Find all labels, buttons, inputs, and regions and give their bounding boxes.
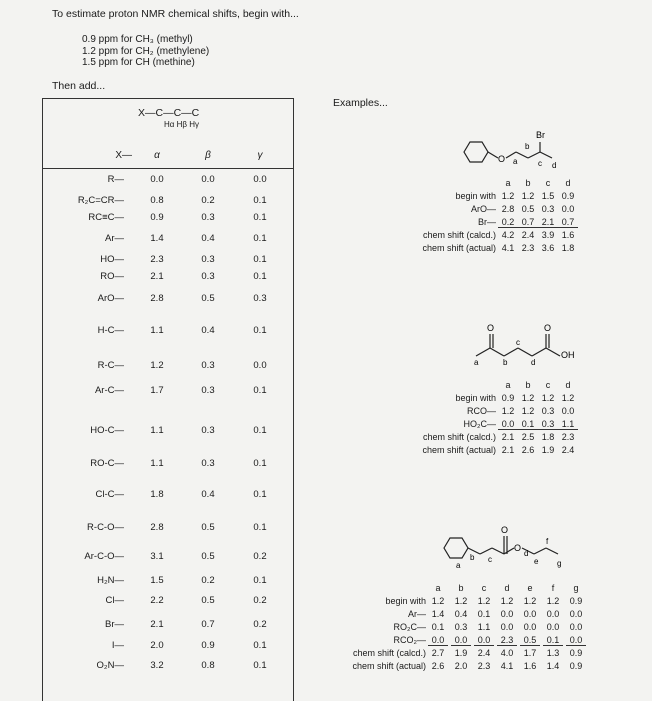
increment-g-value: 0.1 <box>253 575 267 586</box>
svg-text:g: g <box>557 559 562 568</box>
then-add-text: Then add... <box>52 80 106 92</box>
increment-a-value: 2.1 <box>150 271 164 282</box>
example-value: 2.3 <box>521 243 535 253</box>
example-value: 0.0 <box>569 622 583 632</box>
example-row-label: begin with <box>455 393 496 403</box>
increment-g-value: 0.1 <box>253 425 267 436</box>
increment-a-value: 2.1 <box>150 619 164 630</box>
increment-g-value: 0.1 <box>253 271 267 282</box>
example-value: 0.0 <box>498 419 518 430</box>
example-value: 1.6 <box>561 230 575 240</box>
example-value: 0.3 <box>541 204 555 214</box>
table-header-divider <box>42 168 293 169</box>
increment-a-value: 2.8 <box>150 522 164 533</box>
base-methine: 1.5 ppm for CH (methine) <box>82 57 195 68</box>
example-row-label: begin with <box>455 191 496 201</box>
example-row-label: begin with <box>385 596 426 606</box>
example-value: 4.2 <box>501 230 515 240</box>
example-value: 0.9 <box>569 648 583 658</box>
example-value: 2.1 <box>501 445 515 455</box>
example-value: 0.7 <box>518 217 538 228</box>
example-value: 0.0 <box>561 406 575 416</box>
example-value: 0.0 <box>561 204 575 214</box>
example-value: 1.9 <box>541 445 555 455</box>
example-row-label: RCO₂— <box>393 635 426 645</box>
increment-a-value: 2.3 <box>150 254 164 265</box>
base-methyl: 0.9 ppm for CH₃ (methyl) <box>82 34 193 45</box>
example-col-header: b <box>458 583 464 593</box>
increment-b-value: 0.3 <box>201 425 215 436</box>
svg-text:c: c <box>488 555 492 564</box>
example-row-label: Ar— <box>408 609 426 619</box>
row-substituent-label: Cl— <box>105 595 124 606</box>
example-value: 1.2 <box>454 596 468 606</box>
row-substituent-label: Ar-C— <box>94 385 124 396</box>
svg-text:b: b <box>470 553 475 562</box>
example-col-header: g <box>573 583 579 593</box>
svg-text:e: e <box>534 557 539 566</box>
row-substituent-label: HO— <box>100 254 124 265</box>
example-value: 0.3 <box>454 622 468 632</box>
example-value: 0.0 <box>500 609 514 619</box>
increment-g-value: 0.1 <box>253 254 267 265</box>
row-substituent-label: O₂N— <box>96 660 124 671</box>
example-value: 1.2 <box>501 406 515 416</box>
example-row-label: chem shift (calcd.) <box>422 432 496 442</box>
increment-a-value: 2.8 <box>150 293 164 304</box>
example-value: 1.9 <box>454 648 468 658</box>
row-substituent-label: RO— <box>100 271 124 282</box>
example-value: 2.3 <box>477 661 491 671</box>
example-value: 1.5 <box>541 191 555 201</box>
example-value: 1.1 <box>558 419 578 430</box>
increment-g-value: 0.0 <box>253 360 267 371</box>
svg-text:d: d <box>531 358 536 366</box>
example-value: 4.1 <box>501 243 515 253</box>
svg-text:b: b <box>503 358 508 366</box>
example-value: 1.3 <box>546 648 560 658</box>
example-value: 0.9 <box>561 191 575 201</box>
example-value: 0.1 <box>431 622 445 632</box>
svg-text:c: c <box>516 338 520 347</box>
increment-g-value: 0.1 <box>253 195 267 206</box>
increment-g-value: 0.3 <box>253 293 267 304</box>
increment-b-value: 0.5 <box>201 522 215 533</box>
row-substituent-label: R-C-O— <box>87 522 124 533</box>
example-value: 1.8 <box>561 243 575 253</box>
increment-b-value: 0.4 <box>201 489 215 500</box>
increment-g-value: 0.1 <box>253 458 267 469</box>
increment-b-value: 0.3 <box>201 271 215 282</box>
example-value: 0.0 <box>546 609 560 619</box>
example-col-header: b <box>525 380 531 390</box>
svg-text:O: O <box>514 543 522 553</box>
increment-g-value: 0.1 <box>253 489 267 500</box>
example-value: 1.2 <box>501 191 515 201</box>
example-value: 2.1 <box>538 217 558 228</box>
increment-g-value: 0.1 <box>253 522 267 533</box>
base-methylene: 1.2 ppm for CH₂ (methylene) <box>82 45 210 57</box>
row-substituent-label: RO-C— <box>90 458 124 469</box>
example-value: 0.9 <box>569 661 583 671</box>
gamma-header: γ <box>257 150 263 161</box>
increment-b-value: 0.2 <box>201 575 215 586</box>
svg-text:O: O <box>501 525 509 535</box>
svg-text:b: b <box>525 142 530 151</box>
example-col-header: f <box>551 583 555 593</box>
example-value: 0.0 <box>566 635 586 646</box>
example-value: 1.2 <box>546 596 560 606</box>
example-value: 1.2 <box>521 191 535 201</box>
example-value: 0.3 <box>541 406 555 416</box>
example-value: 2.4 <box>521 230 535 240</box>
example-row-label: Br— <box>478 217 496 227</box>
example-value: 0.9 <box>501 393 515 403</box>
beta-header: β <box>205 150 211 161</box>
example-value: 2.7 <box>431 648 445 658</box>
example-value: 4.0 <box>500 648 514 658</box>
increment-b-value: 0.3 <box>201 212 215 223</box>
svg-text:OH: OH <box>561 350 575 360</box>
example-value: 4.1 <box>500 661 514 671</box>
alpha-header: α <box>154 150 160 161</box>
example-row-label: chem shift (calcd.) <box>352 648 426 658</box>
increment-b-value: 0.3 <box>201 458 215 469</box>
increment-g-value: 0.1 <box>253 325 267 336</box>
example-row-label: chem shift (actual) <box>352 661 426 671</box>
increment-b-value: 0.5 <box>201 293 215 304</box>
row-substituent-label: Cl-C— <box>95 489 124 500</box>
example-value: 0.4 <box>454 609 468 619</box>
svg-text:c: c <box>538 159 542 168</box>
increment-a-value: 1.4 <box>150 233 164 244</box>
example-value: 1.6 <box>523 661 537 671</box>
example-value: 1.2 <box>521 406 535 416</box>
example-value: 0.7 <box>558 217 578 228</box>
increment-b-value: 0.2 <box>201 195 215 206</box>
example1-structure <box>450 126 600 176</box>
example-value: 2.0 <box>454 661 468 671</box>
svg-text:O: O <box>498 154 506 164</box>
example-value: 2.4 <box>477 648 491 658</box>
increment-a-value: 3.1 <box>150 551 164 562</box>
increment-table <box>42 98 294 701</box>
example-value: 1.1 <box>477 622 491 632</box>
increment-g-value: 0.1 <box>253 385 267 396</box>
increment-g-value: 0.2 <box>253 619 267 630</box>
svg-text:O: O <box>487 323 495 333</box>
example-value: 1.2 <box>500 596 514 606</box>
increment-a-value: 1.7 <box>150 385 164 396</box>
increment-a-value: 1.5 <box>150 575 164 586</box>
row-substituent-label: H₂N— <box>97 575 124 586</box>
example-col-header: d <box>565 380 571 390</box>
example-value: 3.9 <box>541 230 555 240</box>
example-value: 0.0 <box>546 622 560 632</box>
example-value: 2.4 <box>561 445 575 455</box>
increment-a-value: 0.8 <box>150 195 164 206</box>
svg-text:Br: Br <box>536 130 545 140</box>
example-row-label: chem shift (actual) <box>422 445 496 455</box>
svg-text:d: d <box>524 549 529 558</box>
example-value: 2.8 <box>501 204 515 214</box>
increment-b-value: 0.5 <box>201 551 215 562</box>
example-value: 0.0 <box>523 609 537 619</box>
row-substituent-label: R₂C=CR— <box>77 195 124 206</box>
increment-a-value: 1.1 <box>150 425 164 436</box>
example-value: 2.6 <box>521 445 535 455</box>
increment-g-value: 0.2 <box>253 595 267 606</box>
example-value: 1.2 <box>541 393 555 403</box>
structure-chain: X—C—C—C <box>138 107 200 119</box>
increment-b-value: 0.4 <box>201 233 215 244</box>
increment-g-value: 0.1 <box>253 640 267 651</box>
increment-g-value: 0.1 <box>253 660 267 671</box>
example-col-header: a <box>505 178 511 188</box>
example-col-header: b <box>525 178 531 188</box>
table-structure-header <box>138 108 199 130</box>
increment-a-value: 2.0 <box>150 640 164 651</box>
increment-a-value: 1.8 <box>150 489 164 500</box>
example-col-header: a <box>505 380 511 390</box>
example-col-header: d <box>504 583 510 593</box>
example-value: 1.2 <box>561 393 575 403</box>
increment-a-value: 1.1 <box>150 458 164 469</box>
increment-b-value: 0.8 <box>201 660 215 671</box>
example3-structure <box>440 522 600 574</box>
example-value: 1.8 <box>541 432 555 442</box>
structure-hydrogens: Hα Hβ Hγ <box>164 120 200 129</box>
increment-a-value: 1.2 <box>150 360 164 371</box>
example-value: 0.0 <box>569 609 583 619</box>
svg-text:a: a <box>456 561 461 570</box>
row-substituent-label: RC≡C— <box>88 212 124 223</box>
example-value: 0.9 <box>569 596 583 606</box>
increment-g-value: 0.1 <box>253 233 267 244</box>
row-substituent-label: Ar-C-O— <box>84 551 124 562</box>
example-value: 0.0 <box>451 635 471 646</box>
example-row-label: HO₂C— <box>463 419 496 429</box>
example-col-header: c <box>545 178 551 188</box>
example-row-label: chem shift (actual) <box>422 243 496 253</box>
example-col-header: e <box>527 583 533 593</box>
example-value: 1.7 <box>523 648 537 658</box>
example-row-label: chem shift (calcd.) <box>422 230 496 240</box>
example-value: 0.5 <box>521 204 535 214</box>
increment-a-value: 3.2 <box>150 660 164 671</box>
increment-a-value: 0.9 <box>150 212 164 223</box>
example-value: 2.3 <box>561 432 575 442</box>
increment-b-value: 0.3 <box>201 385 215 396</box>
row-substituent-label: Ar— <box>105 233 124 244</box>
example-value: 1.2 <box>521 393 535 403</box>
example-row-label: ArO— <box>470 204 496 214</box>
intro-text: To estimate proton NMR chemical shifts, begin with... <box>52 8 299 20</box>
row-substituent-label: ArO— <box>97 293 124 304</box>
row-substituent-label: R— <box>107 174 124 185</box>
example-value: 3.6 <box>541 243 555 253</box>
row-substituent-label: Br— <box>105 619 124 630</box>
example-col-header: c <box>481 583 487 593</box>
examples-title: Examples... <box>333 97 388 109</box>
increment-b-value: 0.3 <box>201 360 215 371</box>
example-value: 1.2 <box>477 596 491 606</box>
example-value: 1.4 <box>431 609 445 619</box>
increment-b-value: 0.3 <box>201 254 215 265</box>
increment-b-value: 0.0 <box>201 174 215 185</box>
example-value: 0.3 <box>538 419 558 430</box>
example-value: 0.5 <box>520 635 540 646</box>
example-col-header: d <box>565 178 571 188</box>
row-substituent-label: R-C— <box>97 360 124 371</box>
svg-text:O: O <box>544 323 552 333</box>
svg-text:f: f <box>546 537 549 546</box>
x-column-header: X— <box>115 150 132 161</box>
row-substituent-label: H-C— <box>97 325 124 336</box>
example2-structure <box>470 318 620 366</box>
example-value: 0.0 <box>428 635 448 646</box>
example-value: 1.2 <box>523 596 537 606</box>
increment-b-value: 0.7 <box>201 619 215 630</box>
increment-b-value: 0.9 <box>201 640 215 651</box>
increment-a-value: 1.1 <box>150 325 164 336</box>
example-value: 1.4 <box>546 661 560 671</box>
increment-b-value: 0.5 <box>201 595 215 606</box>
increment-b-value: 0.4 <box>201 325 215 336</box>
example-value: 0.1 <box>518 419 538 430</box>
row-substituent-label: HO-C— <box>90 425 124 436</box>
example-value: 2.6 <box>431 661 445 671</box>
example-value: 0.1 <box>543 635 563 646</box>
example-value: 1.2 <box>431 596 445 606</box>
example-col-header: c <box>545 380 551 390</box>
increment-a-value: 2.2 <box>150 595 164 606</box>
example-value: 0.0 <box>523 622 537 632</box>
svg-text:a: a <box>513 157 518 166</box>
increment-a-value: 0.0 <box>150 174 164 185</box>
svg-text:a: a <box>474 358 479 366</box>
example-value: 2.3 <box>497 635 517 646</box>
example-value: 2.1 <box>501 432 515 442</box>
row-substituent-label: I— <box>111 640 124 651</box>
example-value: 2.5 <box>521 432 535 442</box>
increment-g-value: 0.0 <box>253 174 267 185</box>
example-col-header: a <box>435 583 441 593</box>
example-value: 0.1 <box>477 609 491 619</box>
example-value: 0.0 <box>474 635 494 646</box>
example-row-label: RO₂C— <box>393 622 426 632</box>
svg-text:d: d <box>552 161 557 170</box>
increment-g-value: 0.2 <box>253 551 267 562</box>
example-row-label: RCO— <box>467 406 496 416</box>
base-values-list <box>82 34 209 69</box>
example-value: 0.0 <box>500 622 514 632</box>
example-value: 0.2 <box>498 217 518 228</box>
increment-g-value: 0.1 <box>253 212 267 223</box>
